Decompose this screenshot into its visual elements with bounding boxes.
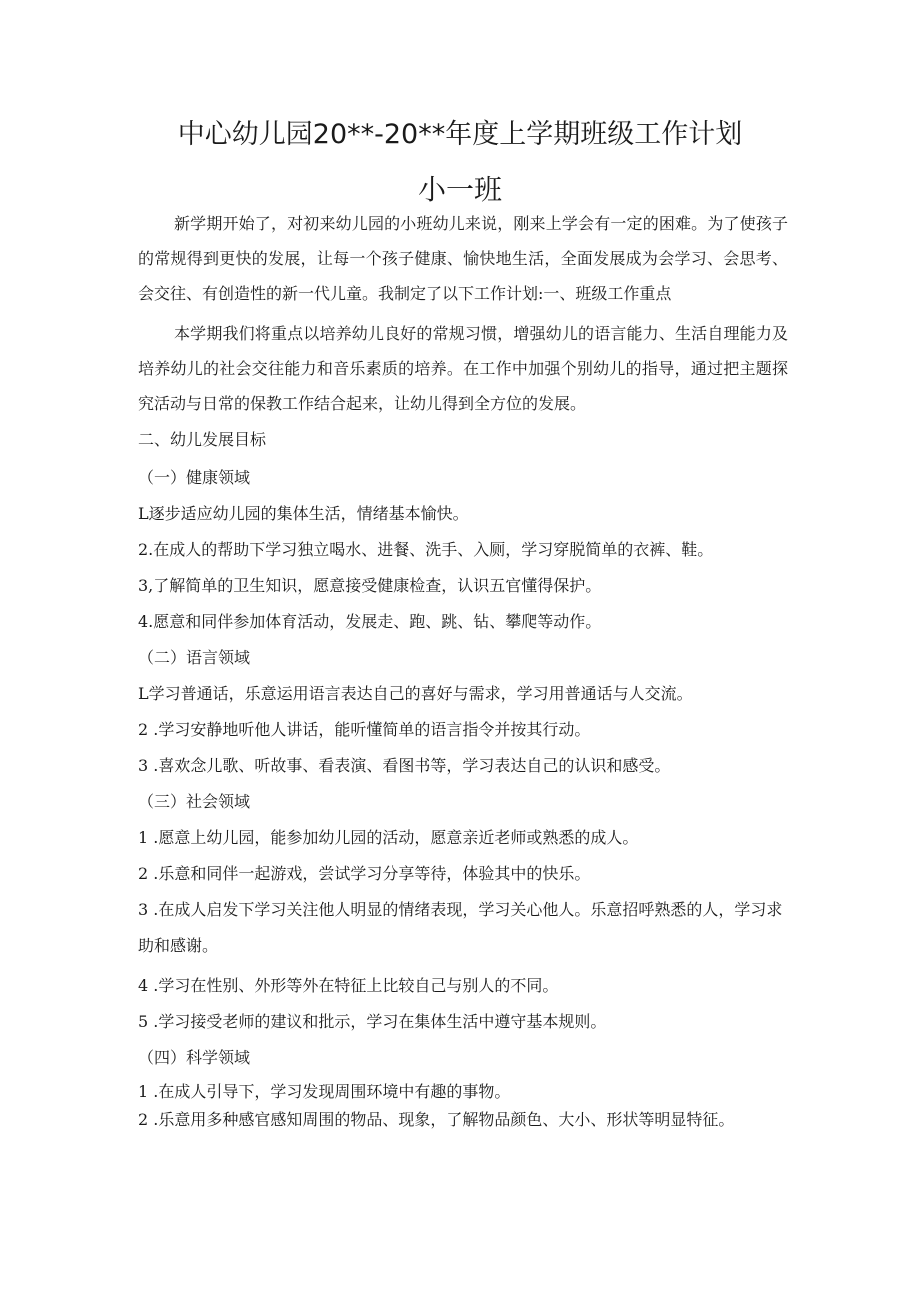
science-item: 2 .乐意用多种感官感知周围的物品、现象，了解物品颜色、大小、形状等明显特征。 — [138, 1110, 735, 1129]
social-item: 1 .愿意上幼儿园，能参加幼儿园的活动，愿意亲近老师或熟悉的成人。 — [138, 828, 639, 847]
language-item: L学习普通话，乐意运用语言表达自己的喜好与需求，学习用普通话与人交流。 — [138, 684, 693, 703]
document-title: 中心幼儿园20**-20**年度上学期班级工作计划 — [177, 119, 743, 150]
health-item: 4.愿意和同伴参加体育活动，发展走、跑、跳、钻、攀爬等动作。 — [138, 612, 602, 631]
social-item: 3 .在成人启发下学习关注他人明显的情绪表现，学习关心他人。乐意招呼熟悉的人，学习求助和感谢。 — [138, 900, 783, 955]
health-item: 2.在成人的帮助下学习独立喝水、进餐、洗手、入厕，学习穿脱简单的衣裤、鞋。 — [138, 540, 714, 559]
language-heading: （二）语言领域 — [138, 648, 251, 667]
intro-paragraph: 新学期开始了，对初来幼儿园的小班幼儿来说，刚来上学会有一定的困难。为了使孩子的常规得到更快的发展，让每一个孩子健康、愉快地生活，全面发展成为会学习、会思考、会交往、有创造性的新一代儿童。我制定了以下工作计划:一、班级工作重点 — [138, 214, 788, 303]
health-item: 3,了解简单的卫生知识，愿意接受健康检查，认识五官懂得保护。 — [138, 576, 602, 595]
focus-paragraph: 本学期我们将重点以培养幼儿良好的常规习惯，增强幼儿的语言能力、生活自理能力及培养幼儿的社会交往能力和音乐素质的培养。在工作中加强个别幼儿的指导，通过把主题探究活动与日常的保教工作结合起来，让幼儿得到全方位的发展。 — [138, 324, 788, 413]
section-heading-goals: 二、幼儿发展目标 — [138, 430, 267, 449]
social-item: 2 .乐意和同伴一起游戏，尝试学习分享等待，体验其中的快乐。 — [138, 864, 591, 883]
social-item: 4 .学习在性别、外形等外在特征上比较自己与别人的不同。 — [138, 976, 559, 995]
health-item: L逐步适应幼儿园的集体生活，情绪基本愉快。 — [138, 504, 469, 523]
health-heading: （一）健康领域 — [138, 468, 251, 487]
science-item: 1 .在成人引导下，学习发现周围环境中有趣的事物。 — [138, 1082, 511, 1101]
social-item: 5 .学习接受老师的建议和批示，学习在集体生活中遵守基本规则。 — [138, 1012, 607, 1031]
language-item: 3 .喜欢念儿歌、听故事、看表演、看图书等，学习表达自己的认识和感受。 — [138, 756, 671, 775]
science-heading: （四）科学领域 — [138, 1048, 251, 1067]
class-name-subtitle: 小一班 — [417, 173, 502, 206]
language-item: 2 .学习安静地听他人讲话，能听懂简单的语言指令并按其行动。 — [138, 720, 591, 739]
social-heading: （三）社会领域 — [138, 792, 251, 811]
